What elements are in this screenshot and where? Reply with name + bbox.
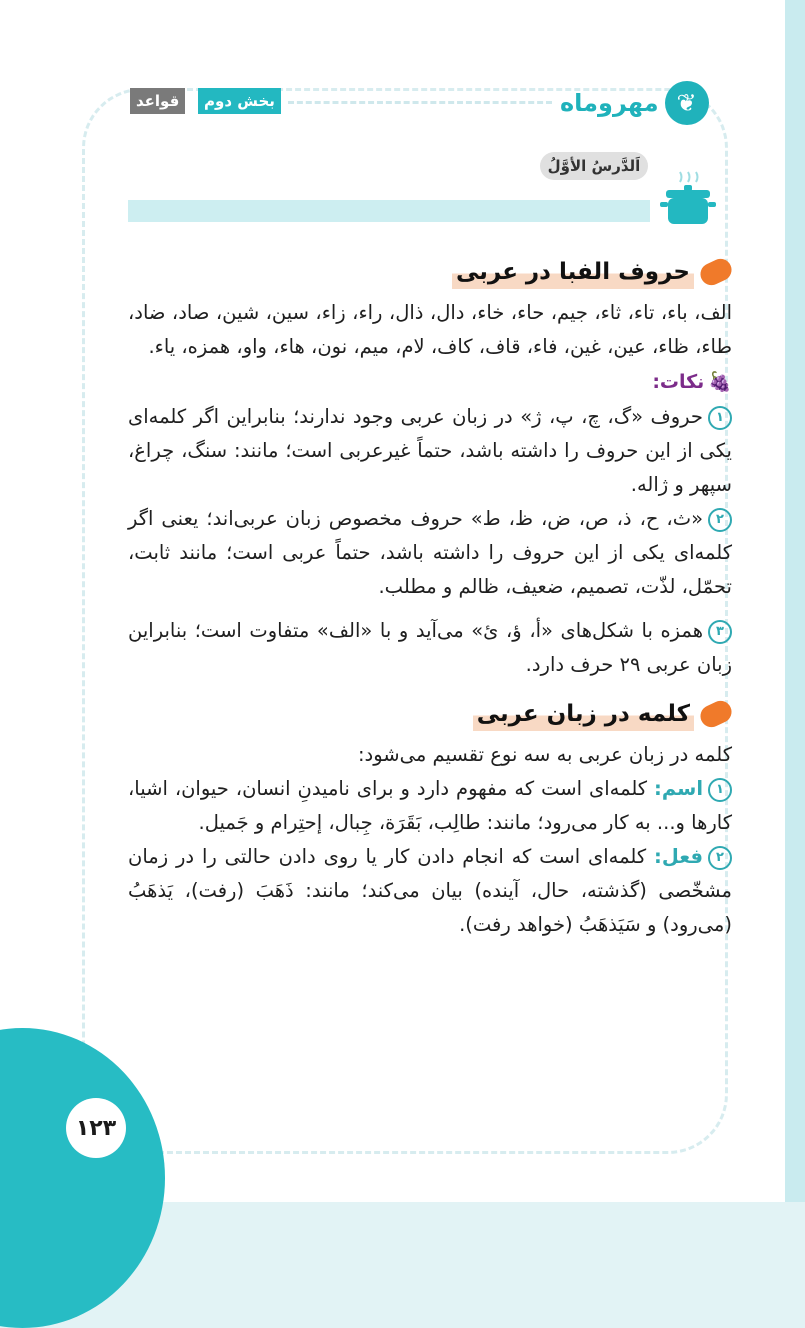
word-type-item	[128, 772, 732, 840]
section-title-word	[128, 692, 732, 736]
item-number-badge: ۱	[708, 778, 732, 802]
notes-heading	[128, 364, 732, 400]
word-type-item	[128, 840, 732, 942]
brand-logo	[560, 81, 709, 125]
word-intro-paragraph: کلمه در زبان عربی به سه نوع تقسیم می‌شود:	[357, 743, 732, 766]
term-definition: کلمه‌ای است که انجام دادن کار یا روی دادن حالتی را در زمان مشخّصی (گذشته، حال، آینده) بیان می‌کند؛ مانند: ذَهَبَ (رفت)، یَذهَبُ (می‌رود) و سَیَذهَبُ (خواهد رفت).	[128, 845, 732, 936]
note-item	[128, 614, 732, 682]
note-text: حروف «گ، چ، پ، ژ» در زبان عربی وجود ندارند؛ بنابراین اگر کلمه‌ای یکی از این حروف را داشته باشد، حتماً غیرعربی است؛ مانند: سنگ، چراغ، سپهر و ژاله.	[128, 405, 732, 496]
alphabet-letters-paragraph: الف، باء، تاء، ثاء، جیم، حاء، خاء، دال، ذال، راء، زاء، سین، شین، صاد، ضاد، طاء، ظاء، عین، غین، فاء، قاف، کاف، لام، میم، نون، هاء، واو، همزه، یاء.	[128, 301, 732, 358]
lesson-banner-bar	[128, 200, 650, 222]
lesson-badge: اَلدَّرسُ الأوَّلُ	[540, 152, 648, 180]
bread-icon	[697, 697, 735, 730]
term-definition: کلمه‌ای است که مفهوم دارد و برای نامیدنِ انسان، حیوان، اشیا، کارها و... به کار می‌رود؛ مانند: طالِب، بَقَرَة، جِبال، إحتِرام و جَمیل.	[128, 777, 732, 834]
grapes-icon: 🍇	[708, 371, 732, 393]
brand-name: مهروماه	[560, 89, 659, 117]
butterfly-icon: ❦	[665, 81, 709, 125]
bread-icon	[697, 255, 735, 288]
subject-tag: قواعد	[130, 88, 185, 114]
section-title-text: حروف الفبا در عربی	[452, 255, 694, 289]
term-label: فعل:	[654, 845, 703, 868]
right-edge-stripe	[785, 0, 805, 1202]
note-number-badge: ۳	[708, 620, 732, 644]
page-number: ۱۲۳	[66, 1098, 126, 1158]
note-number-badge: ۱	[708, 406, 732, 430]
header-divider	[288, 101, 552, 104]
note-item	[128, 400, 732, 502]
page-header	[120, 85, 740, 125]
item-number-badge: ۲	[708, 846, 732, 870]
section-title-text: کلمه در زبان عربی	[473, 697, 694, 731]
notes-heading-text: نکات:	[652, 371, 705, 393]
note-text: «ث، ح، ذ، ص، ض، ظ، ط» حروف مخصوص زبان عربی‌اند؛ یعنی اگر کلمه‌ای یکی از این حروف را داشته باشد، حتماً عربی است؛ مانند ثابت، تحمّل، لذّت، تصمیم، ضعیف، ظالم و مطلب.	[128, 507, 732, 598]
section-tag: بخش دوم	[198, 88, 281, 114]
cooking-pot-icon	[658, 168, 718, 228]
term-label: اسم:	[654, 777, 703, 800]
section-title-alphabet	[128, 250, 732, 294]
note-number-badge: ۲	[708, 508, 732, 532]
page-content	[128, 250, 732, 942]
note-text: همزه با شکل‌های «أ، ؤ، ئ» می‌آید و با «الف» متفاوت است؛ بنابراین زبان عربی ۲۹ حرف دارد.	[128, 619, 732, 676]
note-item	[128, 502, 732, 604]
